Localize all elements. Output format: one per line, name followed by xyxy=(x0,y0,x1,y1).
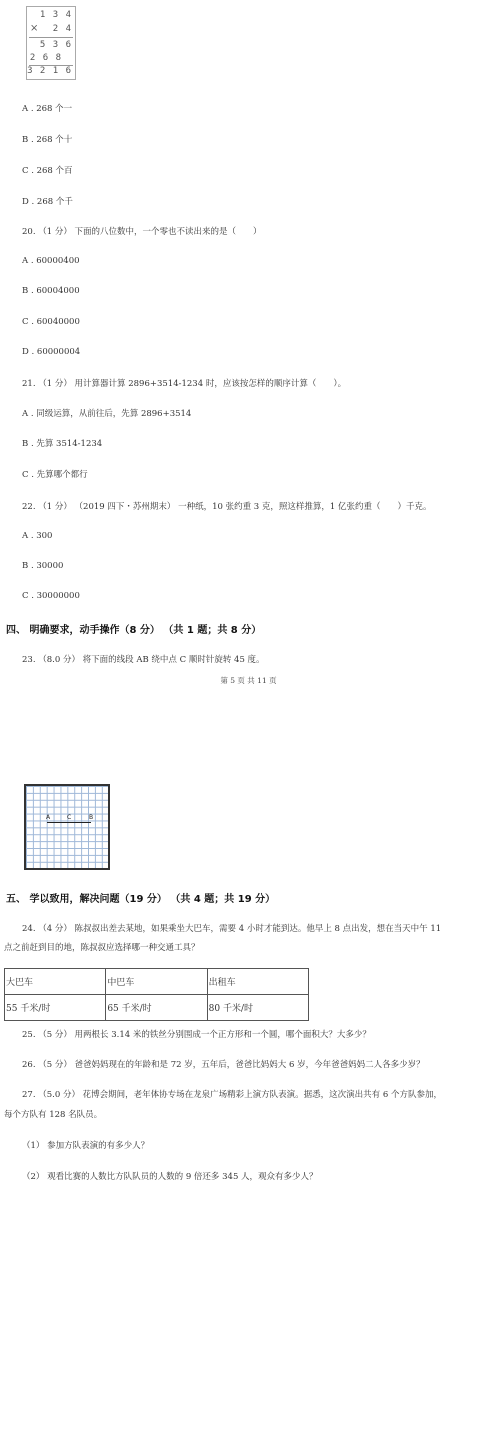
table-cell: 大巴车 xyxy=(5,969,106,995)
point-a-label: A xyxy=(46,814,51,821)
divider xyxy=(29,37,73,38)
option: A . 60000400 xyxy=(22,256,80,266)
option: B . 60004000 xyxy=(22,286,80,296)
option: A . 268 个一 xyxy=(22,104,73,114)
page-footer: 第 5 页 共 11 页 xyxy=(220,676,277,685)
mult-row-1: 1 3 4 xyxy=(39,10,72,20)
question-stem: 21. （1 分） 用计算器计算 2896+3514-1234 时，应该按怎样的顺序计算（ ）。 xyxy=(22,379,347,389)
question-stem: 22. （1 分） （2019 四下・苏州期末） 一种纸，10 张约重 3 克，照这样推算，1 亿张约重（ ）千克。 xyxy=(22,502,432,512)
question-stem: 26. （5 分） 爸爸妈妈现在的年龄和是 72 岁，五年后，爸爸比妈妈大 6 岁，今年爸爸妈妈二人各多少岁？ xyxy=(22,1060,425,1070)
mult-row-3: 5 3 6 xyxy=(39,40,72,50)
section-heading: 五、 学以致用，解决问题（19 分） （共 4 题；共 19 分） xyxy=(6,894,276,905)
table-cell: 65 千米/时 xyxy=(106,995,207,1021)
question-stem: 20. （1 分） 下面的八位数中，一个零也不读出来的是（ ） xyxy=(22,227,262,237)
point-c-label: C xyxy=(67,814,72,821)
mult-row-2: 2 4 xyxy=(52,24,72,34)
mult-row-5: 3 2 1 6 xyxy=(27,66,72,76)
option: C . 60040000 xyxy=(22,317,80,327)
transport-table xyxy=(4,968,309,1021)
question-stem: 24. （4 分） 陈叔叔出差去某地，如果乘坐大巴车，需要 4 小时才能到达。他早上 8 点出发，想在当天中午 11 xyxy=(22,924,442,934)
segment-ab xyxy=(47,822,91,823)
option: D . 60000004 xyxy=(22,347,81,357)
times-sign: × xyxy=(30,23,39,34)
question-stem: 23. （8.0 分） 将下面的线段 AB 绕中点 C 顺时针旋转 45 度。 xyxy=(22,655,265,665)
option: C . 30000000 xyxy=(22,591,80,601)
question-stem: 25. （5 分） 用两根长 3.14 米的铁丝分别围成一个正方形和一个圆，哪个面积大？大多少？ xyxy=(22,1030,371,1040)
option: D . 268 个千 xyxy=(22,197,73,207)
option: C . 先算哪个都行 xyxy=(22,470,88,480)
table-cell: 中巴车 xyxy=(106,969,207,995)
option: A . 300 xyxy=(22,531,53,541)
multiplication-figure xyxy=(26,6,76,80)
table-row xyxy=(5,995,309,1021)
sub-question: （2） 观看比赛的人数比方队队员的人数的 9 倍还多 345 人，观众有多少人？ xyxy=(22,1172,318,1182)
table-cell: 80 千米/时 xyxy=(207,995,308,1021)
question-stem-continued: 点之前赶到目的地，陈叔叔应选择哪一种交通工具？ xyxy=(4,943,200,953)
option: A . 同级运算，从前往后，先算 2896+3514 xyxy=(22,409,192,419)
option: B . 30000 xyxy=(22,561,64,571)
section-heading: 四、 明确要求，动手操作（8 分） （共 1 题；共 8 分） xyxy=(6,625,262,636)
table-cell: 出租车 xyxy=(207,969,308,995)
question-stem-continued: 每个方队有 128 名队员。 xyxy=(4,1110,103,1120)
option: B . 先算 3514-1234 xyxy=(22,439,103,449)
table-cell: 55 千米/时 xyxy=(5,995,106,1021)
mult-row-4: 2 6 8 xyxy=(29,53,62,63)
table-row xyxy=(5,969,309,995)
option: B . 268 个十 xyxy=(22,135,73,145)
option: C . 268 个百 xyxy=(22,166,73,176)
grid-figure xyxy=(24,784,110,870)
point-b-label: B xyxy=(89,814,94,821)
sub-question: （1） 参加方队表演的有多少人？ xyxy=(22,1141,150,1151)
question-stem: 27. （5.0 分） 花博会期间，老年体协专场在龙泉广场精彩上演方队表演。据悉，这次演出共有 6 个方队参加， xyxy=(22,1090,442,1100)
